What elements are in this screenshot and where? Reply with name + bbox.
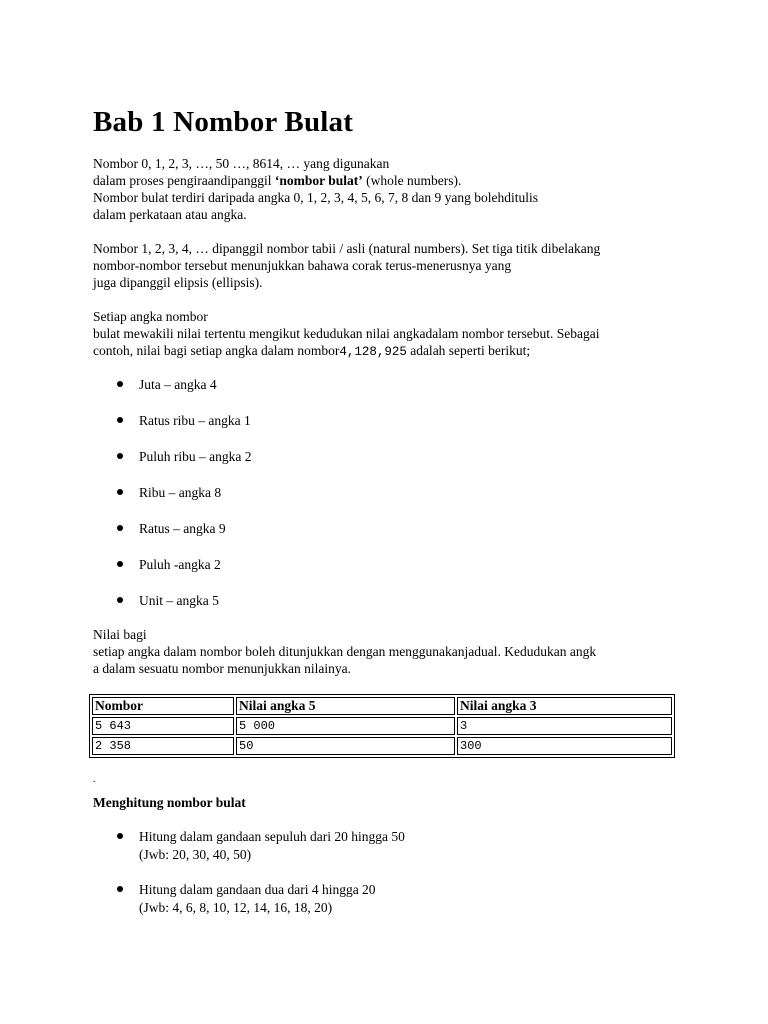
- para3-line1: Setiap angka nombor: [93, 309, 208, 324]
- stray-dot: .: [93, 774, 96, 785]
- bullet-icon: [117, 833, 123, 839]
- para1-line2: [93, 172, 461, 189]
- section-heading-menghitung: Menghitung nombor bulat: [93, 795, 246, 810]
- para1-line2-tail: (whole numbers).: [362, 173, 462, 188]
- para3-line2: bulat mewakili nilai tertentu mengikut kedudukan nilai angkadalam nombor tersebut. Sebagai: [93, 326, 600, 341]
- term-nombor-bulat: ‘nombor bulat’: [274, 173, 363, 188]
- para1-line3: Nombor bulat terdiri daripada angka 0, 1, 2, 3, 4, 5, 6, 7, 8 dan 9 yang bolehditulis: [93, 190, 539, 205]
- example-number: 4,128,925: [339, 345, 407, 359]
- bullet-icon: [117, 525, 123, 531]
- table-cell: 5 000: [236, 717, 455, 735]
- para3-line3-text: contoh, nilai bagi setiap angka dalam nombor: [93, 343, 340, 358]
- para4-line3: a dalam sesuatu nombor menunjukkan nilainya.: [93, 661, 351, 676]
- header-nilai-angka-5: Nilai angka 5: [236, 697, 455, 715]
- para1-line1: Nombor 0, 1, 2, 3, …, 50 …, 8614, … yang digunakan: [93, 156, 390, 171]
- table-cell: 3: [457, 717, 672, 735]
- bullet-icon: [117, 597, 123, 603]
- document-page: Bab 1 Nombor Bulat Nombor 0, 1, 2, 3, …, 50 …, 8614, … yang digunakan dalam proses pengiraandipanggil ‘nombor bulat’ (whole numbers). Nombor bulat terdiri daripada angka 0, 1, 2, 3, 4, 5, 6, 7, 8 dan 9 yang bolehditulis dalam perkataan atau angka. Nombor 1, 2, 3, 4, … dipanggil nombor tabii / asli (natural numbers). Set tiga titik dibelakang nombor-nombor tersebut menunjukkan bahawa corak terus-menerusnya yang juga dipanggil elipsis (ellipsis). Setiap angka nombor bulat mewakili nilai tertentu mengikut kedudukan nilai angkadalam nombor tersebut. Sebagai contoh, nilai bagi setiap angka dalam nombor4,128,925 adalah seperti berikut; Juta – angka 4 Ratus ribu – angka 1 Puluh ribu – angka 2 Ribu – angka 8 Ratus – angka 9 Puluh -angka 2 Unit – angka 5 Nilai bagi setiap angka dalam nombor boleh ditunjukkan dengan menggunakanjadual. Kedudukan angk a dalam sesuatu nombor menunjukkan nilainya. Nombor Nilai angka 5 Nilai angka 3 5 643 5 000 3 2 358 50 300 . Menghitung nombor bulat Hitung dalam gandaan sepuluh dari 20 hingga 50 (Jwb: 20, 30, 40, 50) Hitung dalam gandaan dua dari 4 hingga 20 (Jwb: 4, 6, 8, 10, 12, 14, 16, 18, 20): [0, 0, 768, 1024]
- table-header-row: [92, 697, 672, 715]
- bullet-icon: [117, 453, 123, 459]
- para2-line3: juga dipanggil elipsis (ellipsis).: [93, 275, 263, 290]
- bullet-icon: [117, 489, 123, 495]
- para3-line3-tail: adalah seperti berikut;: [406, 343, 531, 358]
- bullet-icon: [117, 381, 123, 387]
- para4-line2: setiap angka dalam nombor boleh ditunjukkan dengan menggunakanjadual. Kedudukan angk: [93, 644, 597, 659]
- bullet-icon: [117, 561, 123, 567]
- page-title: Bab 1 Nombor Bulat: [93, 106, 354, 138]
- table-cell: 5 643: [92, 717, 234, 735]
- table-row: [92, 737, 672, 755]
- para2-line1: Nombor 1, 2, 3, 4, … dipanggil nombor tabii / asli (natural numbers). Set tiga titik dibelakang: [93, 241, 601, 256]
- table-cell: 300: [457, 737, 672, 755]
- para1-line2-text: dalam proses pengiraandipanggil: [93, 173, 275, 188]
- para3-line3: [93, 342, 530, 361]
- para2-line2: nombor-nombor tersebut menunjukkan bahawa corak terus-menerusnya yang: [93, 258, 512, 273]
- table-row: [92, 717, 672, 735]
- place-value-table: [89, 694, 675, 758]
- header-nilai-angka-3: Nilai angka 3: [457, 697, 672, 715]
- table-cell: 2 358: [92, 737, 234, 755]
- para4-line1: Nilai bagi: [93, 627, 147, 642]
- table-cell: 50: [236, 737, 455, 755]
- header-nombor: Nombor: [92, 697, 234, 715]
- para1-line4: dalam perkataan atau angka.: [93, 207, 247, 222]
- bullet-icon: [117, 886, 123, 892]
- bullet-icon: [117, 417, 123, 423]
